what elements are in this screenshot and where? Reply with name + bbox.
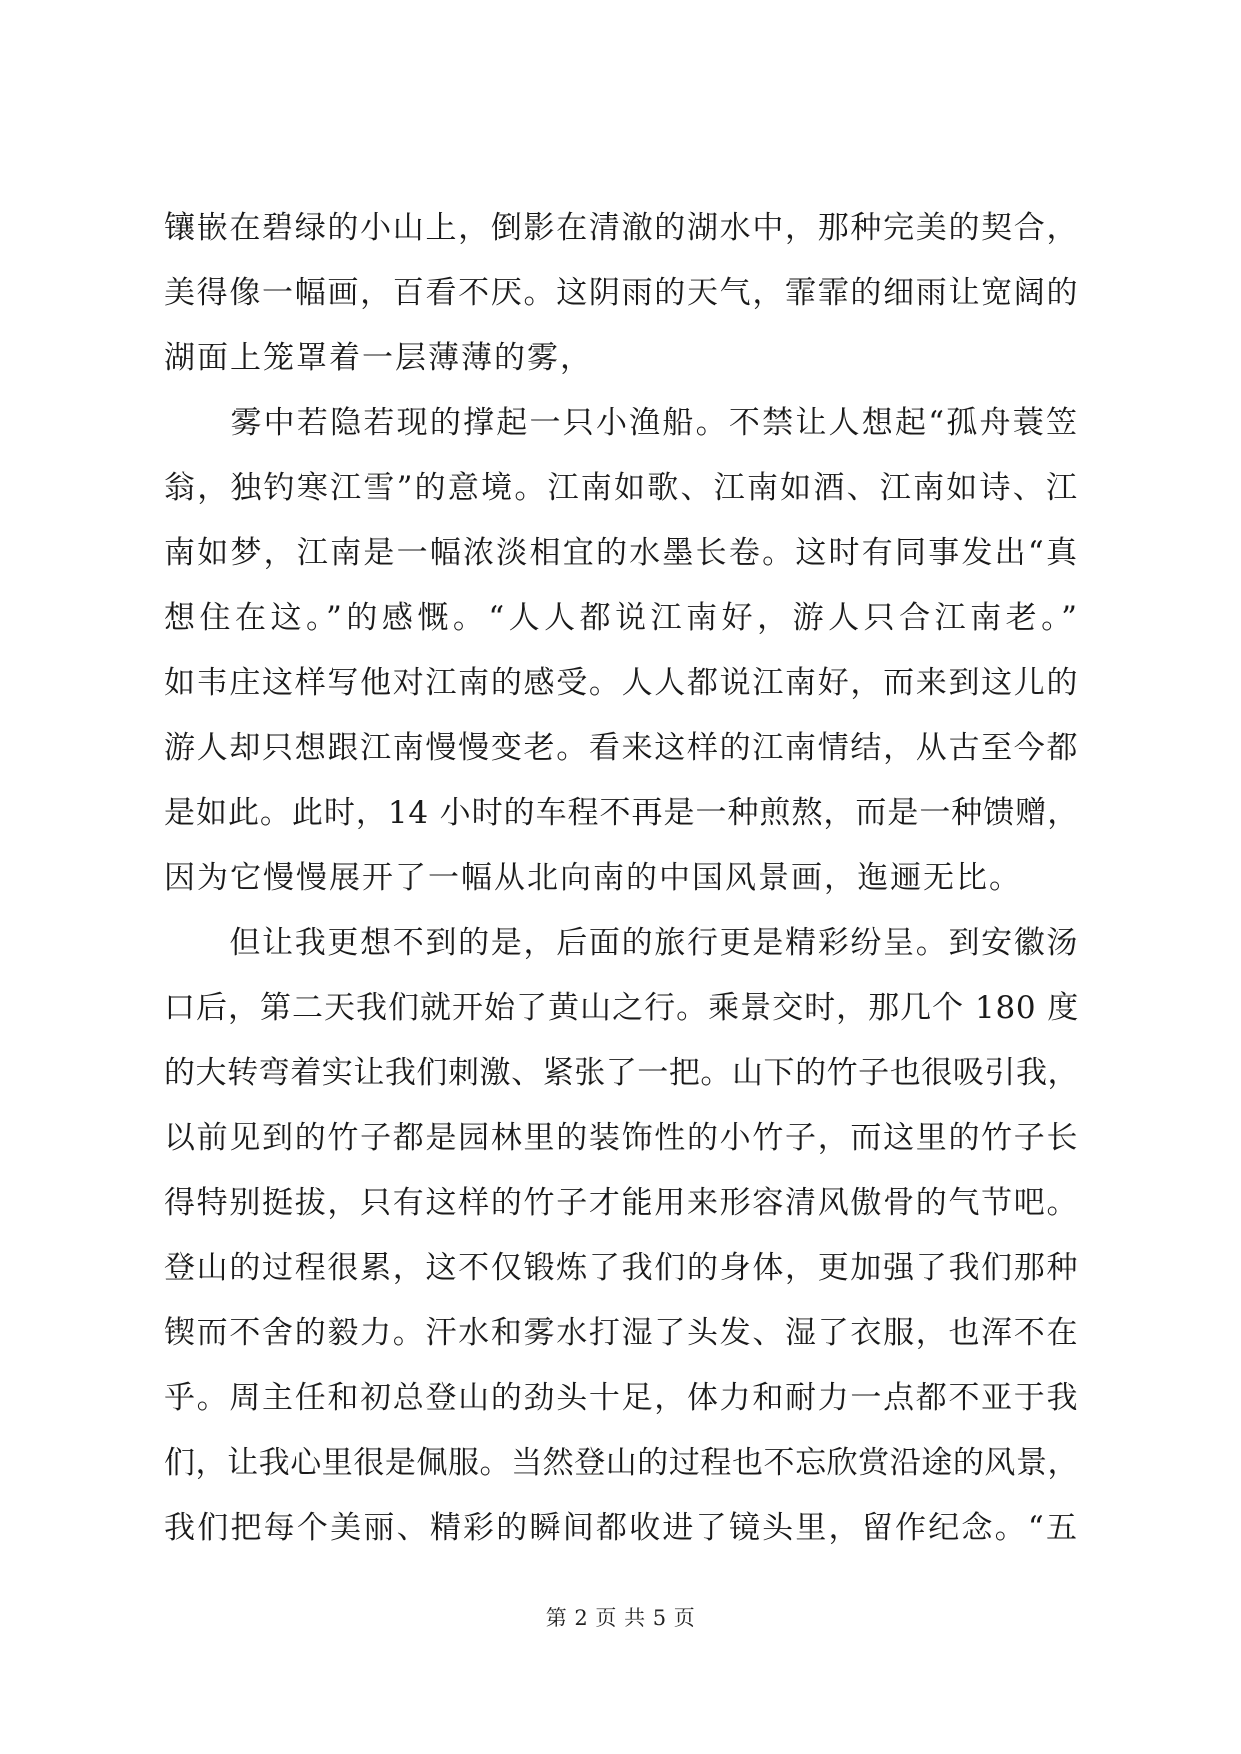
text-line: 镶嵌在碧绿的小山上，倒影在清澈的湖水中，那种完美的契合， bbox=[164, 210, 1079, 246]
text-line: 雾中若隐若现的撑起一只小渔船。不禁让人想起“孤舟蓑笠 bbox=[164, 405, 1079, 441]
text-line: 们，让我心里很是佩服。当然登山的过程也不忘欣赏沿途的风景， bbox=[164, 1445, 1079, 1481]
text-line: 的大转弯着实让我们刺激、紧张了一把。山下的竹子也很吸引我， bbox=[164, 1055, 1079, 1091]
text-line: 湖面上笼罩着一层薄薄的雾， bbox=[164, 340, 593, 376]
text-line: 登山的过程很累，这不仅锻炼了我们的身体，更加强了我们那种 bbox=[164, 1250, 1079, 1286]
text-line: 美得像一幅画，百看不厌。这阴雨的天气，霏霏的细雨让宽阔的 bbox=[164, 275, 1079, 311]
paragraph bbox=[164, 391, 1079, 911]
text-line: 我们把每个美丽、精彩的瞬间都收进了镜头里，留作纪念。“五 bbox=[164, 1510, 1079, 1546]
text-line: 如韦庄这样写他对江南的感受。人人都说江南好，而来到这儿的 bbox=[164, 665, 1079, 701]
text-line: 翁，独钓寒江雪”的意境。江南如歌、江南如酒、江南如诗、江 bbox=[164, 470, 1079, 506]
text-line: 口后，第二天我们就开始了黄山之行。乘景交时，那几个 180 度 bbox=[164, 990, 1079, 1026]
text-line: 锲而不舍的毅力。汗水和雾水打湿了头发、湿了衣服，也浑不在 bbox=[164, 1315, 1079, 1351]
paragraph bbox=[164, 911, 1079, 1561]
text-line: 得特别挺拔，只有这样的竹子才能用来形容清风傲骨的气节吧。 bbox=[164, 1185, 1079, 1221]
paragraph bbox=[164, 196, 1079, 391]
text-line: 南如梦，江南是一幅浓淡相宜的水墨长卷。这时有同事发出“真 bbox=[164, 535, 1079, 571]
text-line: 以前见到的竹子都是园林里的装饰性的小竹子，而这里的竹子长 bbox=[164, 1120, 1079, 1156]
document-body bbox=[164, 196, 1079, 1561]
text-line: 但让我更想不到的是，后面的旅行更是精彩纷呈。到安徽汤 bbox=[164, 925, 1079, 961]
text-line: 是如此。此时，14 小时的车程不再是一种煎熬，而是一种馈赠， bbox=[164, 795, 1079, 831]
text-line: 因为它慢慢展开了一幅从北向南的中国风景画，迤逦无比。 bbox=[164, 860, 1022, 896]
text-line: 乎。周主任和初总登山的劲头十足，体力和耐力一点都不亚于我 bbox=[164, 1380, 1079, 1416]
text-line: 游人却只想跟江南慢慢变老。看来这样的江南情结，从古至今都 bbox=[164, 730, 1079, 766]
text-line: 想住在这。”的感慨。“人人都说江南好，游人只合江南老。” bbox=[164, 600, 1079, 636]
page-number-footer: 第 2 页 共 5 页 bbox=[545, 1606, 696, 1630]
